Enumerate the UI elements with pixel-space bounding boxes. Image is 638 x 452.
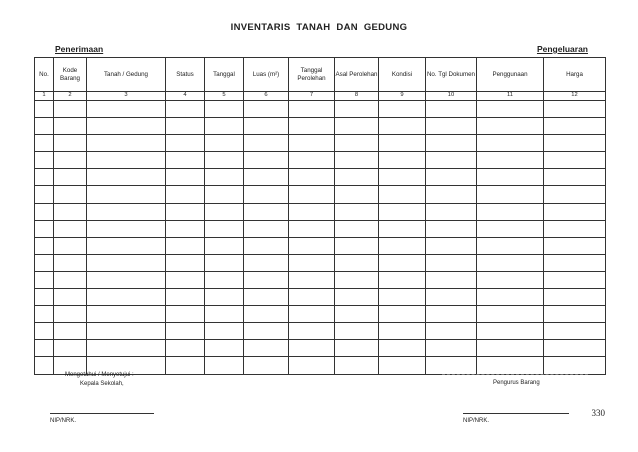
table-cell (35, 152, 54, 169)
table-cell (244, 237, 289, 254)
table-cell (544, 152, 606, 169)
table-cell (35, 186, 54, 203)
table-cell (379, 271, 426, 288)
table-cell (289, 101, 335, 118)
table-cell (35, 169, 54, 186)
table-cell (426, 152, 477, 169)
col-header-kondisi: Kondisi (379, 58, 426, 92)
table-cell (54, 203, 87, 220)
table-cell (335, 289, 379, 306)
table-header-row (35, 58, 606, 92)
table-row (35, 220, 606, 237)
table-row (35, 237, 606, 254)
table-cell (244, 135, 289, 152)
table-cell (426, 186, 477, 203)
table-cell (205, 271, 244, 288)
table-cell (544, 357, 606, 374)
table-cell (166, 306, 205, 323)
table-cell (477, 220, 544, 237)
table-cell (544, 203, 606, 220)
table-cell (244, 152, 289, 169)
section-pengeluaran: Pengeluaran (536, 44, 588, 54)
table-cell (87, 118, 166, 135)
table-row (35, 289, 606, 306)
table-cell (244, 306, 289, 323)
table-cell (35, 254, 54, 271)
col-number: 5 (205, 92, 244, 101)
table-cell (477, 203, 544, 220)
table-cell (335, 101, 379, 118)
table-cell (87, 237, 166, 254)
table-cell (379, 340, 426, 357)
table-cell (289, 135, 335, 152)
table-cell (205, 220, 244, 237)
table-cell (35, 323, 54, 340)
table-cell (289, 203, 335, 220)
table-cell (166, 357, 205, 374)
table-cell (477, 101, 544, 118)
table-cell (379, 101, 426, 118)
table-cell (205, 237, 244, 254)
table-cell (289, 152, 335, 169)
col-number: 7 (289, 92, 335, 101)
col-header-no: No. (35, 58, 54, 92)
table-cell (87, 254, 166, 271)
table-cell (426, 169, 477, 186)
table-cell (289, 357, 335, 374)
date-place-blank (442, 374, 588, 375)
col-header-no-tgl-dokumen: No. Tgl Dokumen (426, 58, 477, 92)
table-row (35, 271, 606, 288)
table-cell (289, 271, 335, 288)
table-row (35, 323, 606, 340)
table-cell (166, 323, 205, 340)
col-number: 10 (426, 92, 477, 101)
table-cell (544, 289, 606, 306)
signature-line-left (50, 413, 154, 414)
table-cell (379, 306, 426, 323)
table-cell (544, 340, 606, 357)
table-cell (335, 323, 379, 340)
table-cell (166, 271, 205, 288)
table-row (35, 152, 606, 169)
table-cell (544, 237, 606, 254)
table-cell (426, 135, 477, 152)
col-number: 12 (544, 92, 606, 101)
table-cell (166, 135, 205, 152)
table-cell (166, 237, 205, 254)
table-row (35, 254, 606, 271)
table-cell (477, 357, 544, 374)
table-cell (244, 203, 289, 220)
table-cell (205, 254, 244, 271)
table-cell (335, 340, 379, 357)
nip-left: NIP/NRK. (50, 418, 77, 424)
section-penerimaan: Penerimaan (55, 44, 104, 54)
table-cell (244, 220, 289, 237)
table-row (35, 306, 606, 323)
table-cell (54, 271, 87, 288)
table-cell (379, 289, 426, 306)
table-cell (35, 237, 54, 254)
table-cell (379, 220, 426, 237)
table-cell (87, 306, 166, 323)
table-cell (35, 271, 54, 288)
table-cell (426, 203, 477, 220)
table-cell (379, 323, 426, 340)
table-cell (335, 357, 379, 374)
table-cell (244, 101, 289, 118)
table-cell (426, 357, 477, 374)
table-cell (477, 254, 544, 271)
table-cell (477, 169, 544, 186)
table-cell (87, 101, 166, 118)
approver-title: Kepala Sekolah, (80, 381, 124, 387)
table-cell (426, 306, 477, 323)
col-header-status: Status (166, 58, 205, 92)
table-cell (166, 186, 205, 203)
col-number: 8 (335, 92, 379, 101)
col-number: 1 (35, 92, 54, 101)
table-cell (87, 220, 166, 237)
table-cell (54, 254, 87, 271)
table-cell (335, 220, 379, 237)
table-cell (544, 169, 606, 186)
table-cell (289, 169, 335, 186)
table-cell (87, 271, 166, 288)
table-cell (289, 118, 335, 135)
table-cell (87, 289, 166, 306)
pengurus-barang-label: Pengurus Barang (493, 380, 540, 386)
table-cell (54, 101, 87, 118)
table-cell (544, 186, 606, 203)
table-cell (426, 237, 477, 254)
table-cell (244, 118, 289, 135)
col-header-tanggal-perolehan: Tanggal Perolehan (289, 58, 335, 92)
table-cell (54, 306, 87, 323)
table-cell (544, 118, 606, 135)
table-cell (477, 135, 544, 152)
table-cell (54, 323, 87, 340)
table-cell (379, 186, 426, 203)
table-cell (35, 340, 54, 357)
table-cell (544, 271, 606, 288)
table-cell (54, 237, 87, 254)
table-cell (335, 152, 379, 169)
table-cell (54, 135, 87, 152)
table-cell (289, 220, 335, 237)
table-cell (87, 323, 166, 340)
table-body (35, 101, 606, 375)
page-title: INVENTARIS TANAH DAN GEDUNG (230, 22, 408, 33)
col-number: 3 (87, 92, 166, 101)
table-cell (426, 340, 477, 357)
table-cell (54, 118, 87, 135)
page-number: 330 (591, 408, 605, 418)
table-row (35, 135, 606, 152)
table-cell (54, 220, 87, 237)
table-cell (54, 340, 87, 357)
table-cell (544, 101, 606, 118)
table-cell (289, 340, 335, 357)
table-cell (54, 152, 87, 169)
table-cell (244, 271, 289, 288)
table-cell (477, 186, 544, 203)
table-cell (289, 237, 335, 254)
table-cell (379, 357, 426, 374)
table-cell (35, 118, 54, 135)
table-cell (54, 186, 87, 203)
table-cell (35, 203, 54, 220)
table-cell (426, 271, 477, 288)
table-cell (35, 220, 54, 237)
approval-line: Mengetahui / Menyetujui : (65, 372, 134, 378)
table-cell (544, 135, 606, 152)
table-cell (205, 340, 244, 357)
col-header-asal-perolehan: Asal Perolehan (335, 58, 379, 92)
table-cell (477, 271, 544, 288)
table-cell (87, 169, 166, 186)
table-cell (205, 289, 244, 306)
table-cell (35, 101, 54, 118)
signature-line-right (463, 413, 569, 414)
table-cell (205, 169, 244, 186)
col-number: 4 (166, 92, 205, 101)
table-cell (205, 101, 244, 118)
col-number: 6 (244, 92, 289, 101)
table-cell (379, 135, 426, 152)
table-cell (477, 237, 544, 254)
table-cell (205, 152, 244, 169)
table-cell (244, 186, 289, 203)
table-row (35, 186, 606, 203)
table-cell (335, 271, 379, 288)
table-cell (477, 118, 544, 135)
table-cell (426, 118, 477, 135)
table-cell (205, 186, 244, 203)
table-cell (426, 289, 477, 306)
table-cell (244, 340, 289, 357)
nip-right: NIP/NRK. (463, 418, 490, 424)
table-cell (166, 152, 205, 169)
table-cell (205, 203, 244, 220)
col-number: 2 (54, 92, 87, 101)
table-cell (166, 169, 205, 186)
table-row (35, 203, 606, 220)
table-row (35, 169, 606, 186)
table-cell (166, 203, 205, 220)
col-header-harga: Harga (544, 58, 606, 92)
table-cell (335, 169, 379, 186)
table-cell (289, 289, 335, 306)
table-cell (205, 323, 244, 340)
table-cell (379, 254, 426, 271)
table-cell (379, 237, 426, 254)
table-cell (54, 289, 87, 306)
column-number-row (35, 92, 606, 101)
table-cell (426, 323, 477, 340)
table-cell (87, 340, 166, 357)
table-cell (166, 340, 205, 357)
table-cell (35, 135, 54, 152)
inventory-table (34, 57, 606, 375)
table-cell (379, 169, 426, 186)
col-header-luas: Luas (m²) (244, 58, 289, 92)
table-cell (544, 306, 606, 323)
table-cell (87, 135, 166, 152)
table-cell (335, 186, 379, 203)
col-header-kode-barang: Kode Barang (54, 58, 87, 92)
table-cell (244, 289, 289, 306)
col-header-penggunaan: Penggunaan (477, 58, 544, 92)
table-cell (166, 254, 205, 271)
table-cell (335, 118, 379, 135)
table-cell (335, 254, 379, 271)
table-cell (244, 169, 289, 186)
table-cell (477, 340, 544, 357)
table-cell (477, 152, 544, 169)
table-cell (289, 323, 335, 340)
table-cell (35, 289, 54, 306)
table-cell (426, 101, 477, 118)
table-cell (35, 357, 54, 374)
table-cell (379, 152, 426, 169)
table-cell (205, 135, 244, 152)
col-header-tanah-gedung: Tanah / Gedung (87, 58, 166, 92)
table-cell (54, 169, 87, 186)
table-row (35, 101, 606, 118)
table-cell (87, 186, 166, 203)
table-cell (244, 357, 289, 374)
table-cell (87, 152, 166, 169)
table-cell (477, 323, 544, 340)
table-cell (379, 203, 426, 220)
table-cell (477, 306, 544, 323)
table-cell (205, 118, 244, 135)
table-cell (477, 289, 544, 306)
table-row (35, 340, 606, 357)
col-header-tanggal: Tanggal (205, 58, 244, 92)
table-cell (289, 306, 335, 323)
table-cell (426, 254, 477, 271)
table-cell (544, 254, 606, 271)
table-cell (166, 101, 205, 118)
table-cell (544, 323, 606, 340)
table-cell (289, 186, 335, 203)
table-cell (166, 289, 205, 306)
table-cell (544, 220, 606, 237)
table-cell (244, 323, 289, 340)
col-number: 11 (477, 92, 544, 101)
table-cell (205, 306, 244, 323)
table-row (35, 118, 606, 135)
table-cell (379, 118, 426, 135)
table-cell (335, 203, 379, 220)
table-cell (244, 254, 289, 271)
table-cell (166, 118, 205, 135)
table-cell (335, 306, 379, 323)
table-cell (289, 254, 335, 271)
table-cell (87, 203, 166, 220)
table-cell (166, 220, 205, 237)
table-cell (205, 357, 244, 374)
table-cell (335, 237, 379, 254)
col-number: 9 (379, 92, 426, 101)
table-cell (335, 135, 379, 152)
table-cell (35, 306, 54, 323)
table-cell (426, 220, 477, 237)
